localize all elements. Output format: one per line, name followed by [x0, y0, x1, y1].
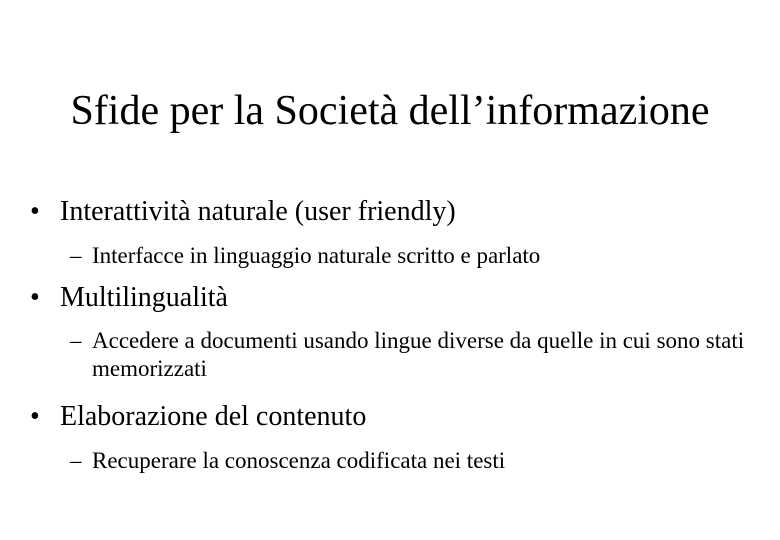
sub-bullet-item [70, 447, 750, 475]
bullet-icon: • [30, 282, 40, 313]
bullet-item [30, 196, 456, 228]
bullet-item [30, 401, 366, 433]
bullet-text: Interattività naturale (user friendly) [60, 196, 456, 227]
sub-bullet-text: Interfacce in linguaggio naturale scritto e parlato [92, 243, 541, 268]
dash-icon: – [70, 243, 82, 268]
slide-title: Sfide per la Società dell’informazione [70, 88, 710, 134]
bullet-item [30, 282, 228, 314]
sub-bullet-text: Recuperare la conoscenza codificata nei testi [92, 448, 506, 473]
bullet-icon: • [30, 401, 40, 432]
dash-icon: – [70, 448, 82, 473]
sub-bullet-text: Accedere a documenti usando lingue diverse da quelle in cui sono stati memorizzati [92, 328, 745, 381]
bullet-text: Elaborazione del contenuto [60, 401, 367, 432]
sub-bullet-item [70, 242, 750, 270]
bullet-icon: • [30, 196, 40, 227]
sub-bullet-item [70, 327, 750, 383]
dash-icon: – [70, 328, 82, 353]
bullet-text: Multilingualità [60, 282, 228, 313]
